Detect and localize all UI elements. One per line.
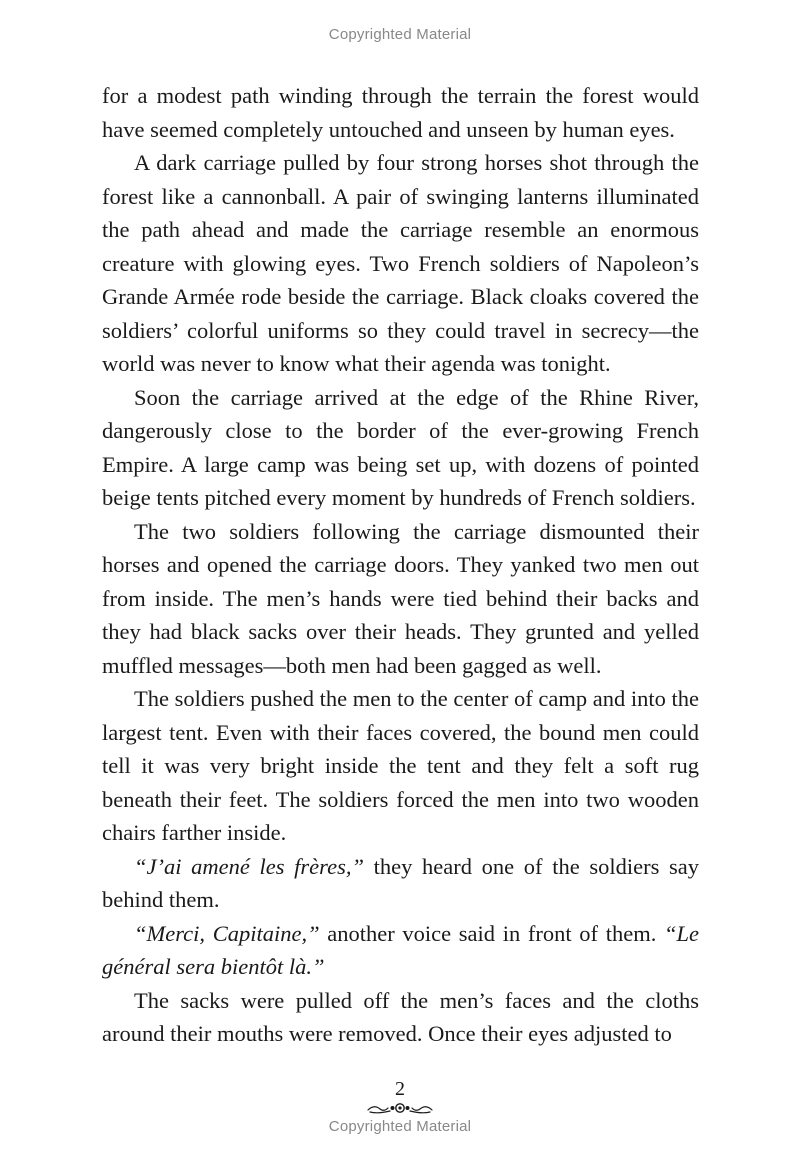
copyright-watermark-bottom: Copyrighted Material (328, 1118, 472, 1135)
decorative-flourish-icon (366, 1100, 434, 1116)
paragraph-5: The soldiers pushed the men to the center of camp and into the largest tent. Even with their faces covered, the bound men could tell it was very bright inside the tent and they felt a soft rug beneath their feet. The soldiers forced the men into two wooden chairs farther inside. (102, 686, 699, 845)
paragraph-6 (102, 850, 699, 917)
paragraph-7-text: another voice said in front of them. (319, 920, 664, 946)
paragraph-8: The sacks were pulled off the men’s faces and the cloths around their mouths were removed. Once their eyes adjusted to (102, 987, 699, 1046)
paragraph-1: for a modest path winding through the terrain the forest would have seemed completely untouched and unseen by human eyes. (102, 83, 699, 142)
paragraph-6-text: they heard one of the soldiers say behind them. (102, 853, 699, 912)
french-quote-3: “Le général sera bientôt là.” (102, 920, 700, 979)
paragraph-7 (102, 917, 699, 984)
paragraph-3: Soon the carriage arrived at the edge of the Rhine River, dangerously close to the border of the ever-growing French Empire. A large camp was being set up, with dozens of pointed beige tents pitched every moment by hundreds of French soldiers. (102, 384, 699, 510)
french-quote-1: “J’ai amené les frères,” (134, 853, 364, 879)
paragraph-2: A dark carriage pulled by four strong horses shot through the forest like a cannonball. A pair of swinging lanterns illuminated the path ahead and made the carriage resemble an enormous creature with glowing eyes. Two French soldiers of Napoleon’s Grande Armée rode beside the carriage. Black cloaks covered the soldiers’ colorful uniforms so they could travel in secrecy—the world was never to know what their agenda was tonight. (102, 150, 699, 376)
french-quote-2: “Merci, Capitaine,” (134, 920, 320, 946)
page-number: 2 (395, 1078, 405, 1100)
copyright-watermark-top: Copyrighted Material (328, 26, 472, 43)
paragraph-4: The two soldiers following the carriage dismounted their horses and opened the carriage doors. They yanked two men out from inside. The men’s hands were tied behind their backs and they had black sacks over their heads. They grunted and yelled muffled messages—both men had been gagged as well. (102, 518, 699, 678)
body-text (102, 79, 699, 1051)
